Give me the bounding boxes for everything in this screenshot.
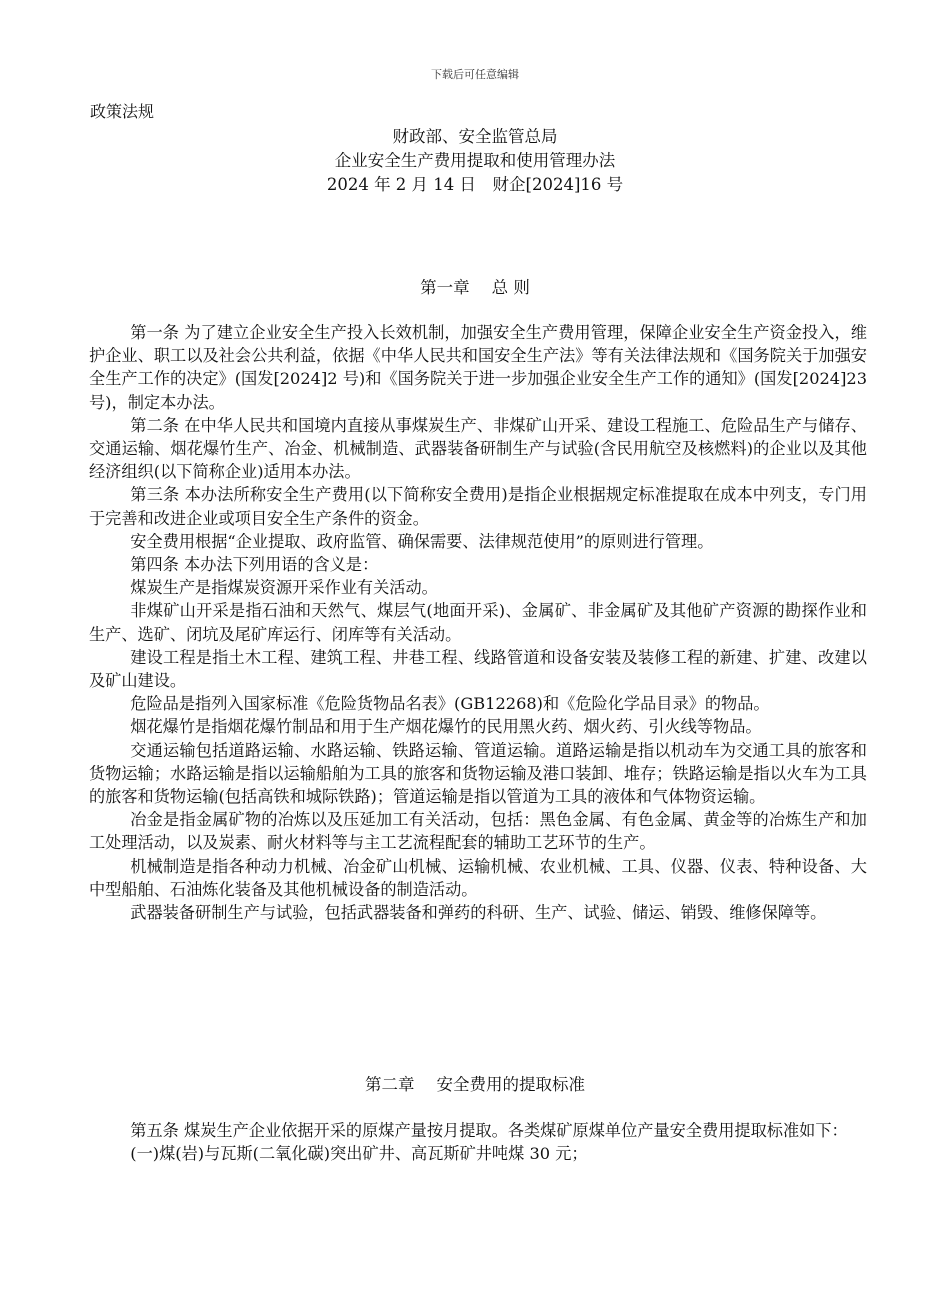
chapter-2-name: 安全费用的提取标准: [436, 1075, 585, 1094]
definition-construction-paragraph: 建设工程是指土木工程、建筑工程、井巷工程、线路管道和设备安装及装修工程的新建、扩建、改建以及矿山建设。: [89, 647, 867, 691]
definition-weapons-paragraph: 武器装备研制生产与试验，包括武器装备和弹药的科研、生产、试验、储运、销毁、维修保障等。: [130, 903, 827, 923]
document-title: 企业安全生产费用提取和使用管理办法: [334, 151, 616, 170]
chapter-1-number: 第一章: [420, 278, 470, 297]
chapter-1-body: [89, 321, 867, 924]
category-label: 政策法规: [90, 102, 155, 121]
definition-coal-paragraph: 煤炭生产是指煤炭资源开采作业有关活动。: [130, 578, 438, 598]
document-title-block: [0, 125, 950, 197]
definition-machinery-paragraph: 机械制造是指各种动力机械、冶金矿山机械、运输机械、农业机械、工具、仪器、仪表、特种设备、大中型船舶、石油炼化装备及其他机械设备的制造活动。: [89, 856, 867, 899]
article-2-paragraph: 第二条 在中华人民共和国境内直接从事煤炭生产、非煤矿山开采、建设工程施工、危险品生产与储存、交通运输、烟花爆竹生产、冶金、机械制造、武器装备研制生产与试验(含民用航空及核燃料)的企业以及其他经济组织(以下简称企业)适用本办法。: [89, 415, 867, 482]
management-principle-paragraph: 安全费用根据“企业提取、政府监管、确保需要、法律规范使用”的原则进行管理。: [130, 531, 714, 551]
definition-non-coal-mining-paragraph: 非煤矿山开采是指石油和天然气、煤层气(地面开采)、金属矿、非金属矿及其他矿产资源的勘探作业和生产、选矿、闭坑及尾矿库运行、闭库等有关活动。: [89, 601, 867, 644]
article-1-paragraph: 第一条 为了建立企业安全生产投入长效机制，加强安全生产费用管理，保障企业安全生产资金投入，维护企业、职工以及社会公共利益，依据《中华人民共和国安全生产法》等有关法律法规和《国务院关于加强安全生产工作的决定》(国发[2024]2 号)和《国务院关于进一步加强企业安全生产工作的通知》(国发[2024]23 号)，制定本办法。: [89, 323, 867, 412]
page-header-note: 下载后可任意编辑: [431, 68, 519, 81]
article-3-paragraph: 第三条 本办法所称安全生产费用(以下简称安全费用)是指企业根据规定标准提取在成本中列支，专门用于完善和改进企业或项目安全生产条件的资金。: [89, 485, 867, 528]
article-5-paragraph: 第五条 煤炭生产企业依据开采的原煤产量按月提取。各类煤矿原煤单位产量安全费用提取标准如下：: [130, 1121, 848, 1140]
chapter-2-body: [89, 1119, 867, 1165]
date-and-number: 2024 年 2 月 14 日 财企[2024]16 号: [326, 175, 624, 194]
chapter-1-name: 总 则: [491, 278, 530, 297]
definition-metallurgy-paragraph: 冶金是指金属矿物的冶炼以及压延加工有关活动，包括：黑色金属、有色金属、黄金等的冶炼生产和加工处理活动，以及炭素、耐火材料等与主工艺流程配套的辅助工艺环节的生产。: [89, 810, 867, 853]
definition-hazardous-goods-paragraph: 危险品是指列入国家标准《危险货物品名表》(GB12268)和《危险化学品目录》的物品。: [130, 694, 770, 714]
chapter-2-number: 第二章: [365, 1075, 415, 1094]
article-4-paragraph: 第四条 本办法下列用语的含义是：: [130, 555, 379, 575]
chapter-1-heading: [0, 274, 950, 298]
definition-fireworks-paragraph: 烟花爆竹是指烟花爆竹制品和用于生产烟花爆竹的民用黑火药、烟火药、引火线等物品。: [130, 717, 762, 737]
definition-transport-paragraph: 交通运输包括道路运输、水路运输、铁路运输、管道运输。道路运输是指以机动车为交通工具的旅客和货物运输；水路运输是指以运输船舶为工具的旅客和货物运输及港口装卸、堆存；铁路运输是指以火车为工具的旅客和货物运输(包括高铁和城际铁路)；管道运输是指以管道为工具的液体和气体物资运输。: [89, 740, 867, 807]
issuer-line: 财政部、安全监管总局: [392, 127, 558, 146]
chapter-2-heading: [0, 1071, 950, 1095]
coal-rate-item-1: (一)煤(岩)与瓦斯(二氧化碳)突出矿井、高瓦斯矿井吨煤 30 元；: [130, 1144, 588, 1164]
